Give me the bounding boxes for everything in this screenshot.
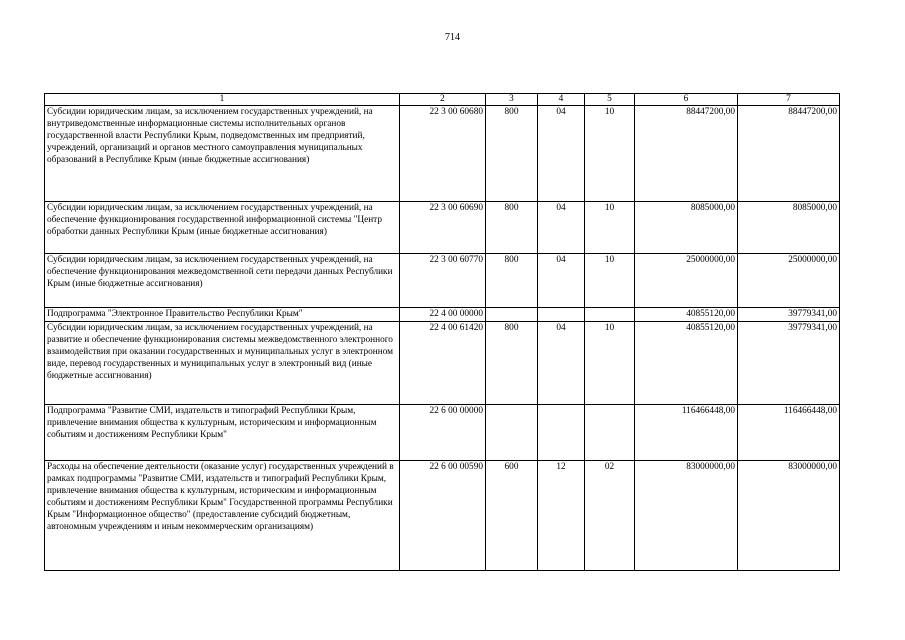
row-description: Подпрограмма "Развитие СМИ, издательств и типографий Республики Крым, привлечение внимания общества к культурным, историческим и информационным событиям и достижениям Республики Крым" (45, 405, 400, 461)
row-code: 22 4 00 00000 (400, 308, 486, 322)
row-col4: 04 (538, 322, 585, 405)
row-col5: 10 (585, 254, 635, 308)
row-col3: 800 (486, 202, 538, 254)
row-code: 22 6 00 00590 (400, 461, 486, 571)
table-row (45, 461, 840, 571)
row-col3: 800 (486, 322, 538, 405)
column-header: 3 (486, 94, 538, 106)
column-header: 7 (738, 94, 840, 106)
column-header: 1 (45, 94, 400, 106)
row-code: 22 4 00 61420 (400, 322, 486, 405)
row-col4 (538, 405, 585, 461)
row-description: Субсидии юридическим лицам, за исключением государственных учреждений, на обеспечение функционирования межведомственной сети передачи данных Республики Крым (иные бюджетные ассигнования) (45, 254, 400, 308)
row-code: 22 3 00 60770 (400, 254, 486, 308)
row-amount-7: 39779341,00 (738, 322, 840, 405)
row-col3 (486, 405, 538, 461)
row-col3 (486, 308, 538, 322)
row-amount-7: 88447200,00 (738, 106, 840, 202)
row-amount-6: 40855120,00 (635, 322, 738, 405)
row-description: Подпрограмма "Электронное Правительство Республики Крым" (45, 308, 400, 322)
row-code: 22 3 00 60690 (400, 202, 486, 254)
row-col3: 800 (486, 106, 538, 202)
row-col5: 10 (585, 106, 635, 202)
row-amount-7: 116466448,00 (738, 405, 840, 461)
row-amount-6: 83000000,00 (635, 461, 738, 571)
column-header: 4 (538, 94, 585, 106)
table-row (45, 202, 840, 254)
row-col4: 04 (538, 254, 585, 308)
row-description: Субсидии юридическим лицам, за исключением государственных учреждений, на обеспечение функционирования государственной информационной системы "Центр обработки данных Республики Крым (иные бюджетные ассигнования) (45, 202, 400, 254)
table-row (45, 254, 840, 308)
row-col5 (585, 308, 635, 322)
row-amount-6: 40855120,00 (635, 308, 738, 322)
row-amount-7: 25000000,00 (738, 254, 840, 308)
row-col4 (538, 308, 585, 322)
row-amount-6: 88447200,00 (635, 106, 738, 202)
row-amount-7: 39779341,00 (738, 308, 840, 322)
page-number: 714 (445, 32, 460, 43)
row-col5 (585, 405, 635, 461)
column-header: 5 (585, 94, 635, 106)
row-amount-6: 8085000,00 (635, 202, 738, 254)
row-col5: 10 (585, 322, 635, 405)
row-col4: 04 (538, 106, 585, 202)
row-amount-7: 83000000,00 (738, 461, 840, 571)
table-row (45, 106, 840, 202)
row-col5: 10 (585, 202, 635, 254)
row-amount-6: 25000000,00 (635, 254, 738, 308)
budget-table (44, 93, 840, 571)
row-col4: 04 (538, 202, 585, 254)
table-row (45, 405, 840, 461)
row-col3: 800 (486, 254, 538, 308)
row-description: Расходы на обеспечение деятельности (оказание услуг) государственных учреждений в рамках подпрограммы "Развитие СМИ, издательств и типографий Республики Крым, привлечение внимания общества к культурным, историческим и информационным событиям и достижениям Республики Крым" Государственной программы Республики Крым "Информационное общество" (предоставление субсидий бюджетным, автономным учреждениям и иным некоммерческим организациям) (45, 461, 400, 571)
row-col3: 600 (486, 461, 538, 571)
row-description: Субсидии юридическим лицам, за исключением государственных учреждений, на развитие и обеспечение функционирования системы межведомственного электронного взаимодействия при оказании государственных и муниципальных услуг в электронном виде, перевод государственных и муниципальных услуг в электронный вид (иные бюджетные ассигнования) (45, 322, 400, 405)
column-header: 6 (635, 94, 738, 106)
table-row (45, 322, 840, 405)
table-header-row (45, 94, 840, 106)
row-code: 22 6 00 00000 (400, 405, 486, 461)
row-description: Субсидии юридическим лицам, за исключением государственных учреждений, на внутриведомственные информационные системы исполнительных органов государственной власти Республики Крым, подведомственных им предприятий, учреждений, организаций и органов местного самоуправления муниципальных образований в Республике Крым (иные бюджетные ассигнования) (45, 106, 400, 202)
row-col5: 02 (585, 461, 635, 571)
row-col4: 12 (538, 461, 585, 571)
column-header: 2 (400, 94, 486, 106)
row-code: 22 3 00 60680 (400, 106, 486, 202)
row-amount-7: 8085000,00 (738, 202, 840, 254)
row-amount-6: 116466448,00 (635, 405, 738, 461)
table-row (45, 308, 840, 322)
